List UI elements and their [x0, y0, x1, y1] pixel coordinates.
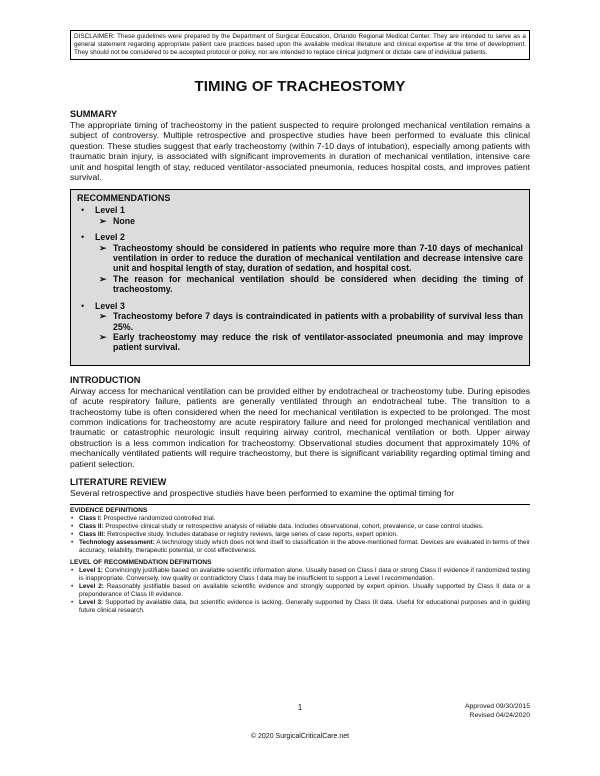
copyright: © 2020 SurgicalCriticalCare.net: [250, 733, 350, 740]
level-label: Level 2: [95, 232, 125, 243]
arrow-bullet-icon: ➢: [99, 331, 107, 342]
arrow-bullet-icon: ➢: [99, 273, 107, 284]
bullet-icon: •: [81, 300, 85, 311]
definition-term: Technology assessment:: [79, 539, 155, 547]
level-label: Level 3: [95, 300, 125, 311]
introduction-heading: INTRODUCTION: [70, 374, 141, 385]
bullet-icon: •: [71, 567, 74, 575]
definition-text: Prospective clinical study or retrospective analysis of reliable data. Includes observational, cohort, prevalence, or case control studies.: [103, 523, 484, 531]
definition-item: [70, 531, 530, 539]
summary-heading: SUMMARY: [70, 109, 118, 119]
definition-item: [70, 599, 530, 615]
recommendation-levels: [77, 205, 523, 352]
definition-term: Level 2:: [79, 583, 104, 591]
disclaimer-box: DISCLAIMER: These guidelines were prepared by the Department of Surgical Education, Orlando Regional Medical Center. They are intended to serve as a general statement regarding appropriate patient care practices based upon the available medical literature and clinical expertise at the time of development. They should not be considered to be accepted protocol or policy, nor are intended to replace clinical judgment or dictate care of individual patients.: [70, 30, 530, 60]
arrow-bullet-icon: ➢: [99, 242, 107, 253]
definition-text: A technology study which does not lend itself to classification in the above-mentioned format. Devices are evaluated in terms of their accuracy, reliability, therapeutic potential, or cost effectiveness.: [79, 539, 530, 555]
recommendation-item: [95, 216, 523, 226]
literature-review-heading: LITERATURE REVIEW: [70, 476, 167, 487]
literature-review-text: Several retrospective and prospective studies have been performed to examine the optimal timing for: [70, 487, 455, 498]
definition-term: Level 1:: [79, 567, 103, 575]
arrow-bullet-icon: ➢: [99, 311, 107, 322]
recommendation-item: [95, 332, 523, 353]
approval-dates: [465, 703, 530, 720]
definitions-section: [70, 504, 530, 615]
definition-term: Class III:: [79, 531, 106, 539]
definition-item: [70, 515, 530, 523]
definition-item: [70, 583, 530, 599]
arrow-bullet-icon: ➢: [99, 215, 107, 226]
bullet-icon: •: [81, 232, 85, 243]
recommendations-box: [70, 189, 530, 365]
definition-text: Supported by available data, but scientific evidence is lacking. Generally supported by Class III data. Useful for educational purposes and in guiding future clinical research.: [79, 599, 530, 615]
level-label: Level 1: [95, 205, 125, 216]
recommendation-text: Early tracheostomy may reduce the risk of ventilator-associated pneumonia and may improve patient survival.: [113, 331, 523, 353]
definition-item: [70, 567, 530, 583]
bullet-icon: •: [71, 531, 74, 539]
evidence-definitions-list: [70, 515, 530, 555]
recommendation-item: [95, 274, 523, 295]
page-number: 1: [297, 703, 303, 712]
definition-term: Class I:: [79, 515, 102, 523]
bullet-icon: •: [71, 583, 74, 591]
evidence-definitions-heading: EVIDENCE DEFINITIONS: [70, 507, 148, 515]
definition-term: Level 3:: [79, 599, 104, 607]
recommendation-item: [95, 311, 523, 332]
bullet-icon: •: [81, 205, 85, 216]
definition-item: [70, 523, 530, 531]
recommendation-text: The reason for mechanical ventilation should be considered when deciding the timing of tracheostomy.: [113, 273, 523, 295]
bullet-icon: •: [71, 523, 74, 531]
bullet-icon: •: [71, 599, 74, 607]
recommendations-heading: RECOMMENDATIONS: [77, 193, 171, 204]
summary-section: [70, 109, 530, 182]
literature-review-section: [70, 477, 530, 498]
definition-text: Convincingly justifiable based on available scientific information alone. Usually based on Class I data or strong Class II evidence if randomized testing is inappropriate. Conversely, low quality or contradictory Class I data may be insufficient to support a Level I recommendation.: [79, 567, 530, 583]
page-footer: [70, 703, 530, 743]
recommendation-text: Tracheostomy before 7 days is contraindicated in patients with a probability of survival less than 25%.: [113, 311, 523, 332]
definition-text: Prospective randomized controlled trial.: [101, 515, 216, 523]
recommendation-definitions-list: [70, 567, 530, 615]
recommendation-item: [95, 243, 523, 274]
definition-text: Reasonably justifiable based on available scientific evidence and strongly supported by expert opinion. Usually supported by Class II data or a preponderance of Class III evidence.: [79, 583, 530, 599]
definition-term: Class II:: [79, 523, 104, 531]
recommendation-level: [77, 205, 523, 226]
summary-text: The appropriate timing of tracheostomy in the patient suspected to require prolonged mechanical ventilation remains a subject of controversy. Multiple retrospective and prospective studies have been performed to evaluate this clinical question. These studies suggest that early tracheostomy (within 7-10 days of intubation), especially among patients with traumatic brain injury, is associated with significant improvements in duration of mechanical ventilation, intensive care unit and hospital length of stay, reduced ventilator-associated pneumonia, reduces hospital costs, and improves patient survival.: [70, 120, 530, 183]
recommendation-definitions-heading: LEVEL OF RECOMMENDATION DEFINITIONS: [70, 559, 212, 567]
definition-item: [70, 539, 530, 555]
revised-date: Revised 04/24/2020: [469, 711, 530, 719]
recommendation-level: [77, 232, 523, 294]
document-title: TIMING OF TRACHEOSTOMY: [194, 78, 406, 95]
recommendation-level: [77, 301, 523, 353]
recommendation-text: None: [113, 215, 135, 226]
introduction-text: Airway access for mechanical ventilation can be provided either by endotracheal or tracheostomy tube. During episodes of acute respiratory failure, patients are generally ventilated through an endotracheal tube. The transition to a tracheostomy tube is often considered when the need for mechanical ventilation is expected to be prolonged. The most common indications for tracheostomy are acute respiratory failure and need for prolonged mechanical ventilation and traumatic or catastrophic neurologic insult requiring airway control, mechanical ventilation or both. Upper airway obstruction is a less common indication for tracheostomy. Observational studies document that approximately 10% of mechanically ventilated patients will require tracheostomy, but there is significant variability regarding optimal timing and patient selection.: [70, 385, 530, 469]
approved-date: Approved 09/30/2015: [464, 703, 530, 710]
bullet-icon: •: [71, 515, 74, 523]
bullet-icon: •: [71, 539, 74, 547]
document-page: [70, 30, 530, 615]
definition-text: Retrospective study. Includes database or registry reviews, large series of case reports, expert opinion.: [105, 531, 398, 539]
introduction-section: [70, 375, 530, 469]
recommendation-text: Tracheostomy should be considered in patients who require more than 7-10 days of mechanical ventilation in order to reduce the duration of mechanical ventilation and decrease intensive care unit and hospital length of stay, duration of sedation, and hospital cost.: [113, 242, 523, 274]
